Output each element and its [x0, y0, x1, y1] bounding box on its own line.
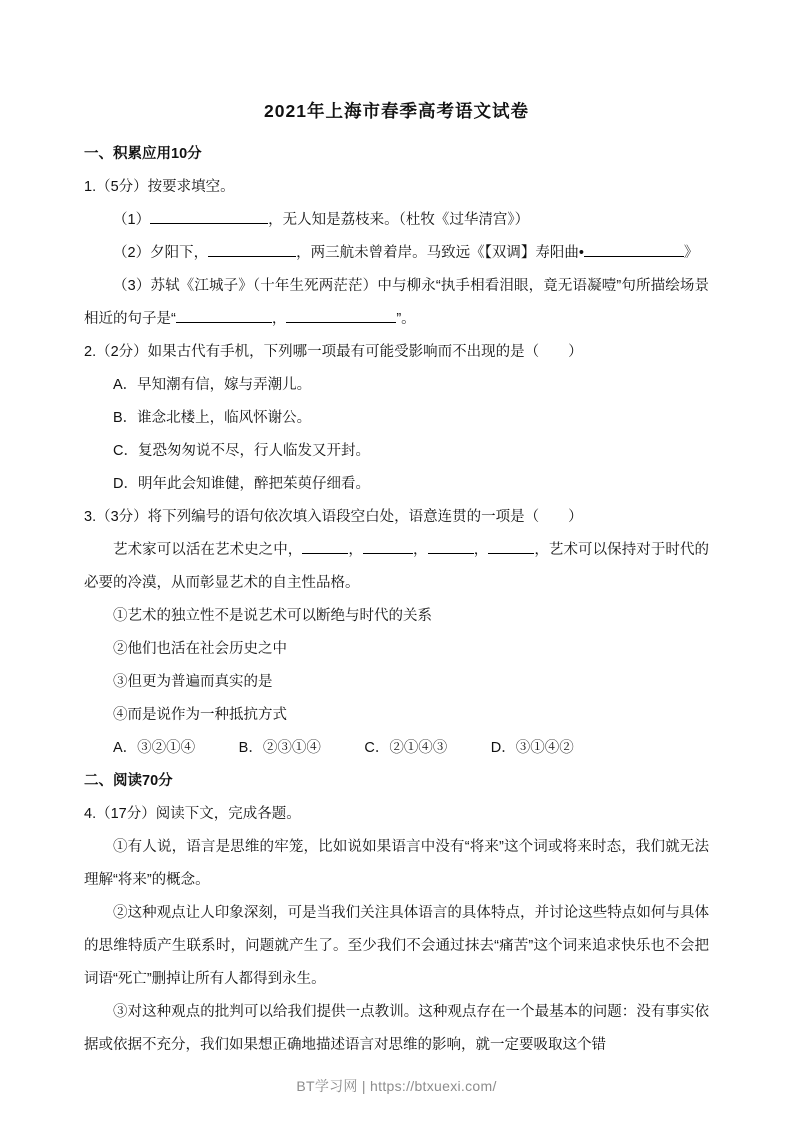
q4-paragraph-1 — [84, 831, 709, 897]
fill-in-blank — [428, 539, 474, 554]
text-run: ②他们也活在社会历史之中 — [113, 641, 287, 657]
text-run: 1.（5分）按要求填空。 — [84, 179, 235, 195]
fill-in-blank — [208, 242, 296, 257]
q1-item-3 — [84, 270, 709, 336]
text-run: C．复恐匆匆说不尽，行人临发又开封。 — [113, 443, 370, 459]
q2-stem — [84, 336, 709, 369]
fill-in-blank — [150, 209, 268, 224]
text-run: D．明年此会知谁健，醉把茱萸仔细看。 — [113, 476, 370, 492]
fill-in-blank — [363, 539, 413, 554]
q1-item-1 — [84, 204, 709, 237]
text-run: ， — [473, 542, 489, 558]
text-run: A．③②①④ B．②③①④ C．②①④③ D．③①④② — [113, 740, 574, 756]
text-run: ，无人知是荔枝来。（杜牧《过华清宫》） — [268, 212, 530, 228]
q2-option-a — [84, 369, 709, 402]
text-run: 二、阅读70分 — [84, 773, 173, 789]
q2-option-d — [84, 468, 709, 501]
text-run: 》 — [683, 245, 699, 261]
q3-choices — [84, 732, 709, 765]
text-run: ①有人说，语言是思维的牢笼，比如说如果语言中没有“将来”这个词或将来时态，我们就无法理解“将来”的概念。 — [84, 839, 709, 888]
q4-paragraph-3 — [84, 996, 709, 1062]
text-run: 一、积累应用10分 — [84, 146, 202, 162]
fill-in-blank — [584, 242, 684, 257]
fill-in-blank — [286, 308, 396, 323]
q3-sentence-3 — [84, 666, 709, 699]
fill-in-blank — [176, 308, 272, 323]
q3-passage — [84, 534, 709, 600]
watermark-footer: BT学习网 | https://btxuexi.com/ — [296, 1078, 497, 1094]
fill-in-blank — [302, 539, 348, 554]
q3-sentence-4 — [84, 699, 709, 732]
text-run: ， — [348, 542, 363, 558]
q3-stem — [84, 501, 709, 534]
text-run: 4.（17分）阅读下文，完成各题。 — [84, 806, 301, 822]
q1-item-2 — [84, 237, 709, 270]
text-run: ， — [412, 542, 428, 558]
text-run: ，艺术可以保持对于时代的必要的冷漠，从而彰显艺术的自主性品格。 — [84, 542, 710, 591]
text-run: ④而是说作为一种抵抗方式 — [113, 707, 287, 723]
text-run: （3）苏轼《江城子》（十年生死两茫茫）中与柳永“执手相看泪眼，竟无语凝噎”句所描绘场景相近的句子是“ — [84, 278, 709, 327]
document-title: 2021年上海市春季高考语文试卷 — [264, 101, 529, 121]
text-run: ②这种观点让人印象深刻，可是当我们关注具体语言的具体特点，并讨论这些特点如何与具体的思维特质产生联系时，问题就产生了。至少我们不会通过抹去“痛苦”这个词来追求快乐也不会把词语“死亡”删掉让所有人都得到永生。 — [84, 905, 709, 987]
text-run: A．早知潮有信，嫁与弄潮儿。 — [113, 377, 312, 393]
text-run: ”。 — [396, 311, 416, 327]
text-run: B．谁念北楼上，临风怀谢公。 — [113, 410, 312, 426]
text-run: ①艺术的独立性不是说艺术可以断绝与时代的关系 — [113, 608, 432, 624]
text-run: （2）夕阳下， — [113, 245, 209, 261]
q1-stem — [84, 171, 709, 204]
text-run: ③对这种观点的批判可以给我们提供一点教训。这种观点存在一个最基本的问题：没有事实依据或依据不充分，我们如果想正确地描述语言对思维的影响，就一定要吸取这个错 — [84, 1004, 709, 1053]
q4-stem — [84, 798, 709, 831]
q2-option-b — [84, 402, 709, 435]
text-run: 3.（3分）将下列编号的语句依次填入语段空白处，语意连贯的一项是（ ） — [84, 509, 583, 525]
text-run: 2.（2分）如果古代有手机，下列哪一项最有可能受影响而不出现的是（ ） — [84, 344, 583, 360]
section-1-heading — [84, 138, 709, 171]
q4-paragraph-2 — [84, 897, 709, 996]
text-run: ③但更为普遍而真实的是 — [113, 674, 273, 690]
fill-in-blank — [488, 539, 534, 554]
q3-sentence-1 — [84, 600, 709, 633]
section-2-heading — [84, 765, 709, 798]
text-run: ，两三航未曾着岸。马致远《【双调】寿阳曲• — [296, 245, 584, 261]
q3-sentence-2 — [84, 633, 709, 666]
text-run: 艺术家可以活在艺术史之中， — [113, 542, 303, 558]
text-run: （1） — [113, 212, 151, 228]
text-run: ， — [271, 311, 287, 327]
doc-blocks — [84, 138, 709, 1062]
q2-option-c — [84, 435, 709, 468]
